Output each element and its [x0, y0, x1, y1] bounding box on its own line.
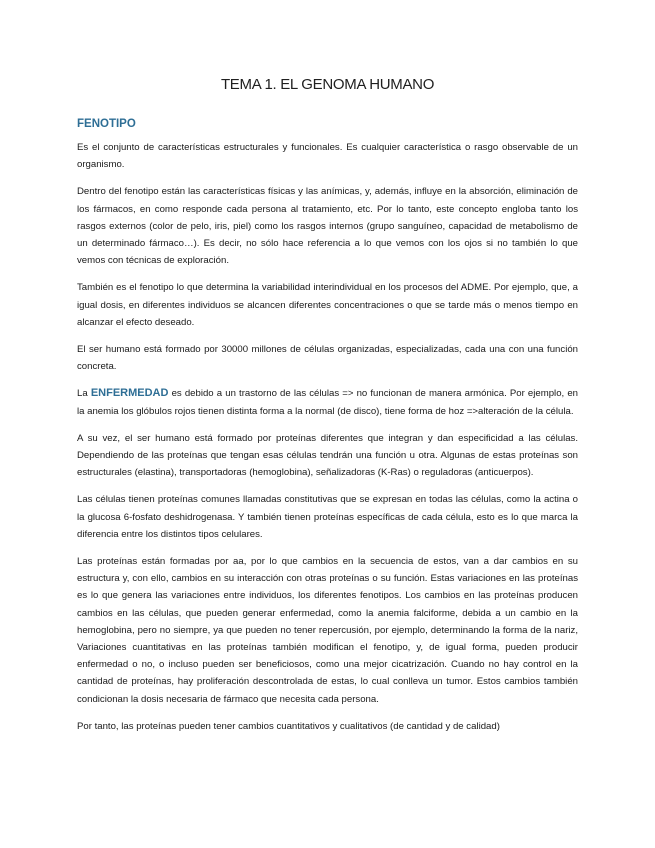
paragraph-conclusion: Por tanto, las proteínas pueden tener cambios cuantitativos y cualitativos (de cantidad y de calidad)	[77, 720, 500, 732]
paragraph-definition: Es el conjunto de características estructurales y funcionales. Es cualquier característica o rasgo observable de un organismo.	[77, 142, 578, 171]
document-body	[77, 139, 578, 745]
section-heading: FENOTIPO	[77, 118, 136, 130]
page-title: TEMA 1. EL GENOMA HUMANO	[220, 76, 435, 93]
paragraph-cells: El ser humano está formado por 30000 millones de células organizadas, especializadas, cada una con una función concreta.	[77, 344, 578, 373]
paragraph-disease	[77, 385, 578, 419]
paragraph-constitutive: Las células tienen proteínas comunes llamadas constitutivas que se expresan en todas las células, como la actina o la glucosa 6-fosfato deshidrogenasa. Y también tienen proteínas específicas de cada célula, esto es lo que marca la diferencia entre los distintos tipos celulares.	[77, 494, 578, 540]
paragraph-phenotype-traits: Dentro del fenotipo están las características físicas y las anímicas, y, además, influye en la absorción, eliminación de los fármacos, en como responde cada persona al tratamiento, etc. Por lo tanto, este concepto engloba tanto los rasgos externos (color de pelo, iris, piel) como los rasgos internos (grupo sanguíneo, capacidad de metabolismo de un determinado fármaco…). Es decir, no sólo hace referencia a lo que vemos con los ojos si no también lo que vemos con técnicas de exploración.	[77, 186, 578, 267]
disease-prefix: La	[77, 388, 91, 400]
paragraph-proteins: A su vez, el ser humano está formado por proteínas diferentes que integran y dan especificidad a las células. Dependiendo de las proteínas que tengan esas células tendrán una función u otra. Algunas de estas proteínas son estructurales (elastina), transportadoras (hemoglobina), señalizadoras (K-Ras) o reguladoras (anticuerpos).	[77, 432, 578, 479]
disease-text: es debido a un trastorno de las células => no funcionan de manera armónica. Por ejemplo, en la anemia los glóbulos rojos tienen distinta forma a la normal (de disco), tiene forma de hoz =>alteración de la célula.	[77, 388, 578, 417]
paragraph-variations: Las proteínas están formadas por aa, por lo que cambios en la secuencia de estos, van a dar cambios en su estructura y, con ello, cambios en su interacción con otras proteínas o su función. Estas variaciones en las proteínas es lo que genera las variaciones entre individuos, los diferentes fenotipos. Los cambios en las proteínas producen cambios en las células, que pueden generar enfermedad, como la anemia falciforme, debida a un cambio en la hemoglobina, pero no siempre, ya que pueden no tener repercusión, por ejemplo, determinando la forma de la nariz, Variaciones cuantitativas en las proteínas también modifican el fenotipo, y, de igual forma, pueden producir enfermedad o no, o incluso pueden ser beneficiosos, como una mejor cicatrización. Cuando no hay control en la cantidad de proteínas, hay proliferación descontrolada de estas, lo cual conlleva un tumor. Estos cambios también condicionan la dosis necesaria de fármaco que necesita cada persona.	[77, 556, 578, 705]
disease-highlight: ENFERMEDAD	[90, 387, 169, 400]
paragraph-adme: También es el fenotipo lo que determina la variabilidad interindividual en los procesos del ADME. Por ejemplo, que, a igual dosis, en diferentes individuos se alcancen diferentes concentraciones o que se tarde más o menos tiempo en alcanzar el efecto deseado.	[77, 282, 578, 328]
